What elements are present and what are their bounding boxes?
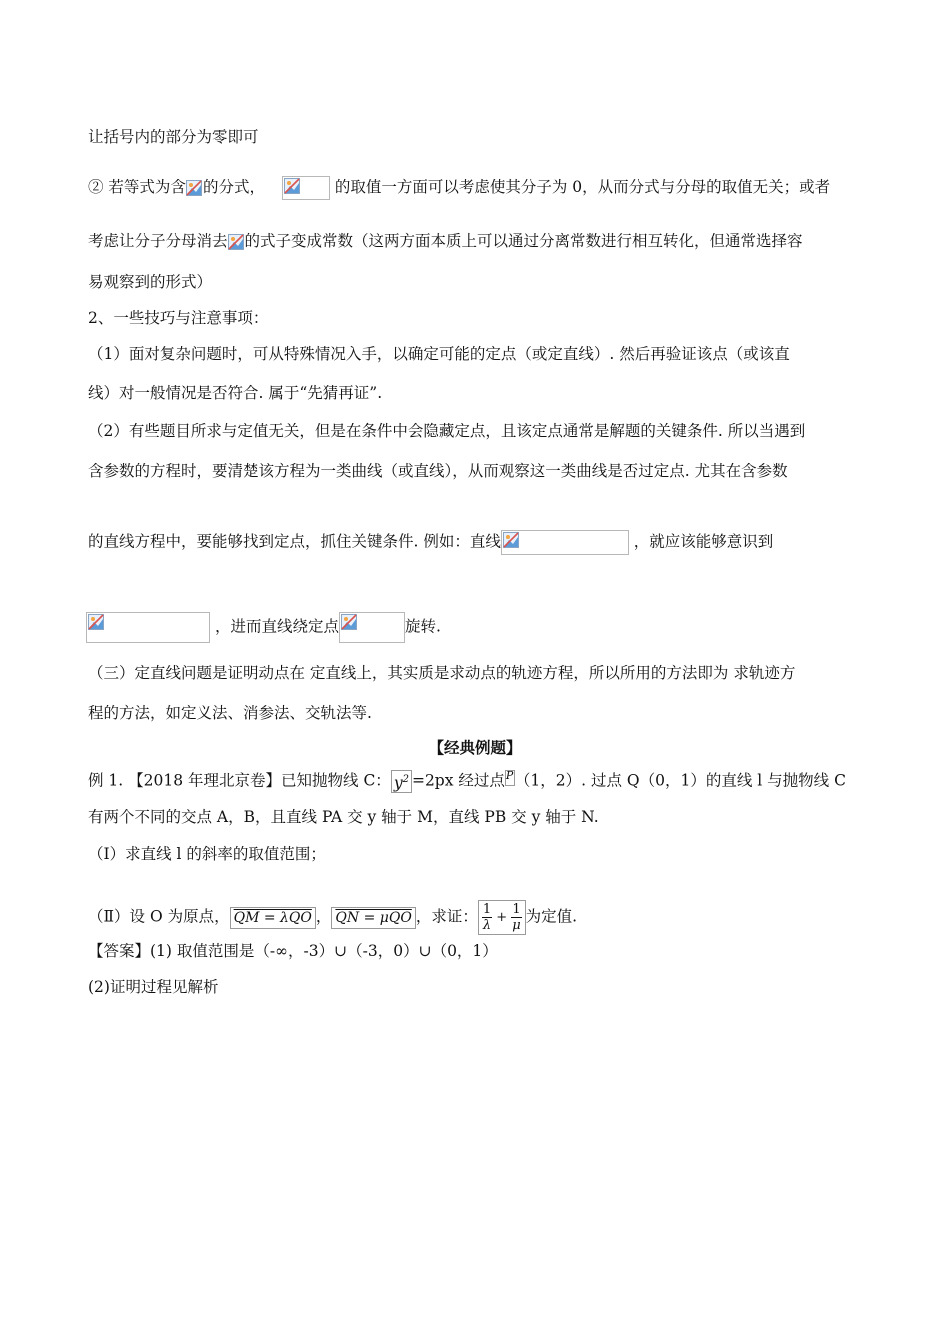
- text-segment: ② 若等式为含: [88, 178, 186, 196]
- text-segment: 例 1. 【2018 年理北京卷】已知抛物线 C：: [88, 771, 391, 790]
- answer-line-1: 【答案】(1) 取值范围是（-∞，-3）∪（-3，0）∪（0，1）: [88, 942, 498, 960]
- example-line-2: 有两个不同的交点 A，B，且直线 PA 交 y 轴于 M，直线 PB 交 y 轴于 N.: [88, 808, 599, 826]
- formula-image-icon: [186, 179, 203, 198]
- text-line-1: 让括号内的部分为零即可: [88, 128, 259, 146]
- text-line-5: 2、一些技巧与注意事项：: [88, 309, 269, 327]
- example-line-4: [88, 900, 577, 935]
- text-line-8: （2）有些题目所求与定值无关，但是在条件中会隐藏定点，且该定点通常是解题的关键条件. 所以当遇到: [88, 422, 806, 440]
- text-segment: 考虑让分子分母消去: [88, 232, 228, 250]
- frac-num: 1: [482, 902, 492, 917]
- text-segment: 的取值一方面可以考虑使其分子为 0，从而分式与分母的取值无关；或者: [334, 178, 831, 196]
- text-segment: 的直线方程中，要能够找到定点，抓住关键条件. 例如：直线: [88, 532, 501, 551]
- text-line-3: [88, 231, 803, 252]
- formula-image-icon: [228, 233, 245, 252]
- text-segment: ，进而直线绕定点: [214, 617, 339, 636]
- text-segment: ，就应该能够意识到: [633, 532, 774, 551]
- formula-var: y: [393, 774, 403, 793]
- frac-den: μ: [512, 918, 521, 933]
- text-segment: ，求证：: [415, 907, 478, 926]
- formula-qm: QM = λQO: [230, 907, 316, 929]
- text-line-6: （1）面对复杂问题时，可从特殊情况入手，以确定可能的定点（或定直线）. 然后再验证该点（或该直: [88, 345, 790, 363]
- formula-image-icon: [339, 612, 405, 643]
- formula-image-icon: [86, 612, 210, 643]
- section-title: 【经典例题】: [428, 738, 522, 757]
- text-segment: （Ⅱ）设 O 为原点，: [88, 907, 230, 926]
- text-segment: 的式子变成常数（这两方面本质上可以通过分离常数进行相互转化，但通常选择容: [244, 232, 803, 250]
- answer-line-2: (2)证明过程见解析: [88, 978, 219, 996]
- formula-qn: QN = μQO: [331, 907, 415, 929]
- text-line-11: [86, 612, 441, 643]
- example-line-1: [88, 770, 846, 793]
- text-segment: 为定值.: [525, 907, 578, 926]
- text-line-10: [88, 530, 773, 555]
- text-segment: 的分式，: [202, 178, 265, 196]
- text-segment: 旋转.: [404, 617, 441, 636]
- frac-num: 1: [512, 902, 521, 917]
- formula-image-icon: [282, 176, 330, 200]
- formula-y-squared: [391, 770, 412, 793]
- text-line-12: （三）定直线问题是证明动点在 定直线上，其实质是求动点的轨迹方程，所以所用的方法即为 求轨迹方: [88, 664, 796, 682]
- formula-p: P: [505, 770, 515, 786]
- example-line-3: （Ⅰ）求直线 l 的斜率的取值范围；: [88, 845, 326, 863]
- text-segment: =2px 经过点: [411, 771, 505, 790]
- text-segment: ，: [315, 907, 332, 926]
- formula-exp: 2: [402, 774, 409, 785]
- formula-fraction-sum: [478, 900, 526, 935]
- text-line-7: 线）对一般情况是否符合. 属于“先猜再证”.: [88, 384, 383, 402]
- text-line-13: 程的方法，如定义法、消参法、交轨法等.: [88, 704, 372, 722]
- text-line-9: 含参数的方程时，要清楚该方程为一类曲线（或直线），从而观察这一类曲线是否过定点. 尤其在含参数: [88, 462, 788, 480]
- text-segment: （1，2）. 过点 Q（0，1）的直线 l 与抛物线 C: [514, 771, 846, 790]
- text-line-2: [88, 176, 830, 200]
- text-line-4: 易观察到的形式）: [88, 273, 213, 291]
- frac-den: λ: [482, 918, 492, 933]
- formula-image-icon: [501, 530, 629, 555]
- frac-plus: +: [496, 910, 508, 925]
